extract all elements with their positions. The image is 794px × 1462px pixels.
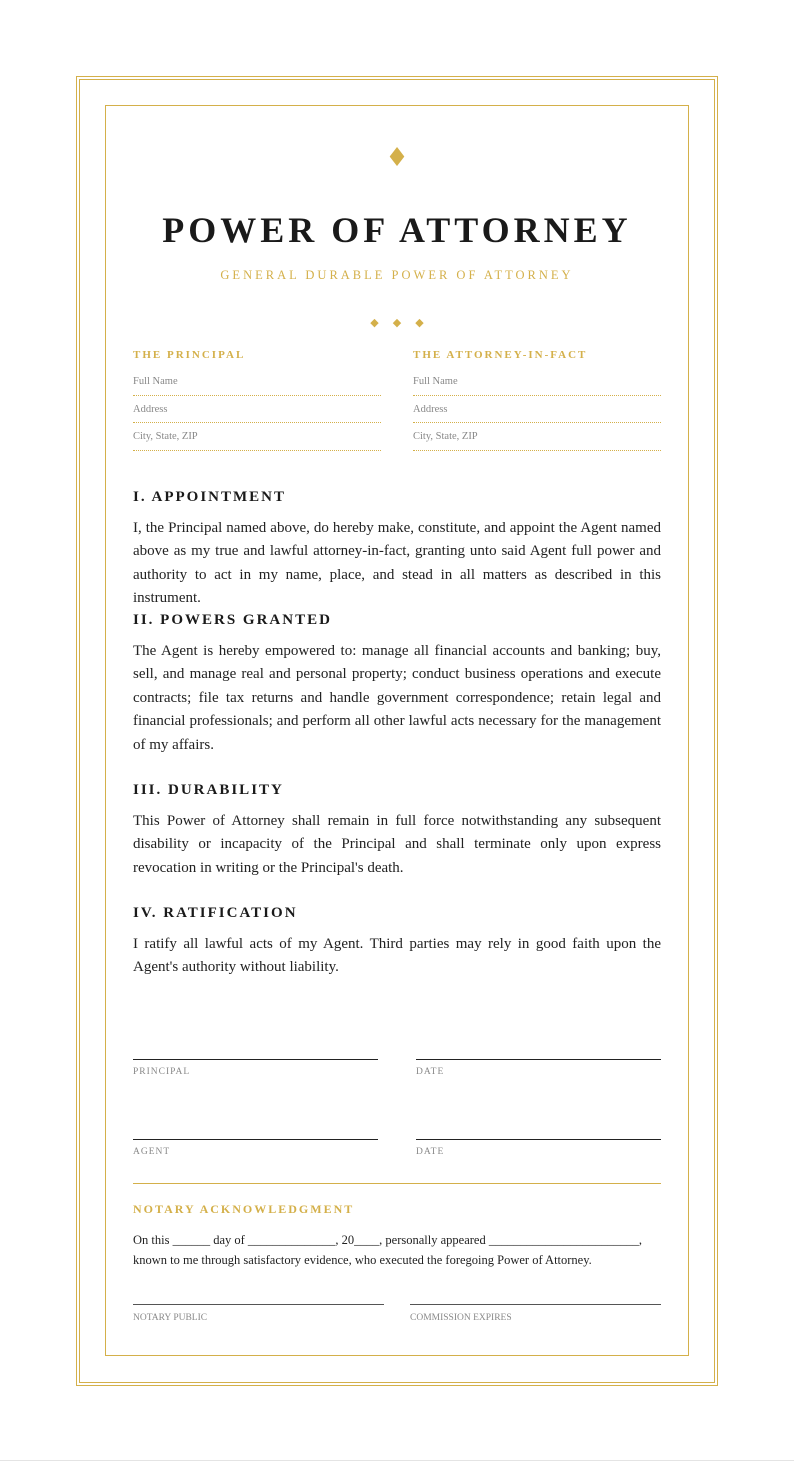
commission-expires-block <box>410 1304 661 1324</box>
section-heading: I. APPOINTMENT <box>133 489 287 505</box>
section-powers-granted <box>133 610 661 757</box>
attorney-in-fact-block <box>413 346 661 451</box>
commission-expires-label: COMMISSION EXPIRES <box>410 1313 512 1323</box>
section-appointment <box>133 487 661 611</box>
agent-date-label: DATE <box>416 1147 445 1157</box>
principal-signature-label: PRINCIPAL <box>133 1067 191 1077</box>
principal-date-line[interactable] <box>416 1059 661 1060</box>
attorney-city-state-zip-field[interactable]: City, State, ZIP <box>413 423 661 451</box>
attorney-address-field[interactable]: Address <box>413 396 661 424</box>
principal-date-block <box>416 1059 661 1078</box>
section-heading: IV. RATIFICATION <box>133 905 298 921</box>
principal-city-state-zip-field[interactable]: City, State, ZIP <box>133 423 381 451</box>
notary-body: On this ______ day of ______________, 20____, personally appeared ________________________, known to me through satisfactory evidence, who executed the foregoing Power of Attorney. <box>133 1233 642 1267</box>
attorney-full-name-field[interactable]: Full Name <box>413 368 661 396</box>
notary-public-line[interactable] <box>133 1304 384 1305</box>
section-ratification <box>133 903 661 980</box>
section-heading: II. POWERS GRANTED <box>133 612 332 628</box>
agent-signature-line[interactable] <box>133 1139 378 1140</box>
principal-heading: THE PRINCIPAL <box>133 349 246 361</box>
document-title: POWER OF ATTORNEY <box>162 210 632 250</box>
section-heading: III. DURABILITY <box>133 782 284 798</box>
notary-public-label: NOTARY PUBLIC <box>133 1313 208 1323</box>
principal-full-name-field[interactable]: Full Name <box>133 368 381 396</box>
page-bottom-edge <box>0 1460 794 1461</box>
agent-signature-label: AGENT <box>133 1147 171 1157</box>
principal-address-field[interactable]: Address <box>133 396 381 424</box>
principal-signature-line[interactable] <box>133 1059 378 1060</box>
section-body: I ratify all lawful acts of my Agent. Third parties may rely in good faith upon the Agent's authority without liability. <box>133 936 661 976</box>
section-body: The Agent is hereby empowered to: manage all financial accounts and banking; buy, sell, and manage real and personal property; conduct business operations and execute contracts; file tax returns and handle government correspondence; retain legal and financial professionals; and perform all other lawful acts necessary for the management of my affairs. <box>133 643 661 753</box>
section-body: This Power of Attorney shall remain in full force notwithstanding any subsequent disability or incapacity of the Principal and shall terminate only upon express revocation in writing or the Principal's death. <box>133 813 661 876</box>
section-body: I, the Principal named above, do hereby make, constitute, and appoint the Agent named above as my true and lawful attorney-in-fact, granting unto said Agent full power and authority to act in my name, place, and stead in all matters as described in this instrument. <box>133 520 661 607</box>
notary-divider <box>133 1183 661 1184</box>
notary-public-block <box>133 1304 384 1324</box>
diamond-ornament-icon: ♦ <box>385 143 409 173</box>
agent-signature-block <box>133 1139 378 1158</box>
attorney-heading: THE ATTORNEY-IN-FACT <box>413 349 588 361</box>
agent-date-line[interactable] <box>416 1139 661 1140</box>
document-subtitle: GENERAL DURABLE POWER OF ATTORNEY <box>220 268 574 282</box>
diamond-divider-icon: ◆◆◆ <box>370 316 438 329</box>
principal-block <box>133 346 381 451</box>
notary-heading: NOTARY ACKNOWLEDGMENT <box>133 1202 355 1216</box>
commission-expires-line[interactable] <box>410 1304 661 1305</box>
agent-date-block <box>416 1139 661 1158</box>
principal-signature-block <box>133 1059 378 1078</box>
section-durability <box>133 780 661 880</box>
principal-date-label: DATE <box>416 1067 445 1077</box>
